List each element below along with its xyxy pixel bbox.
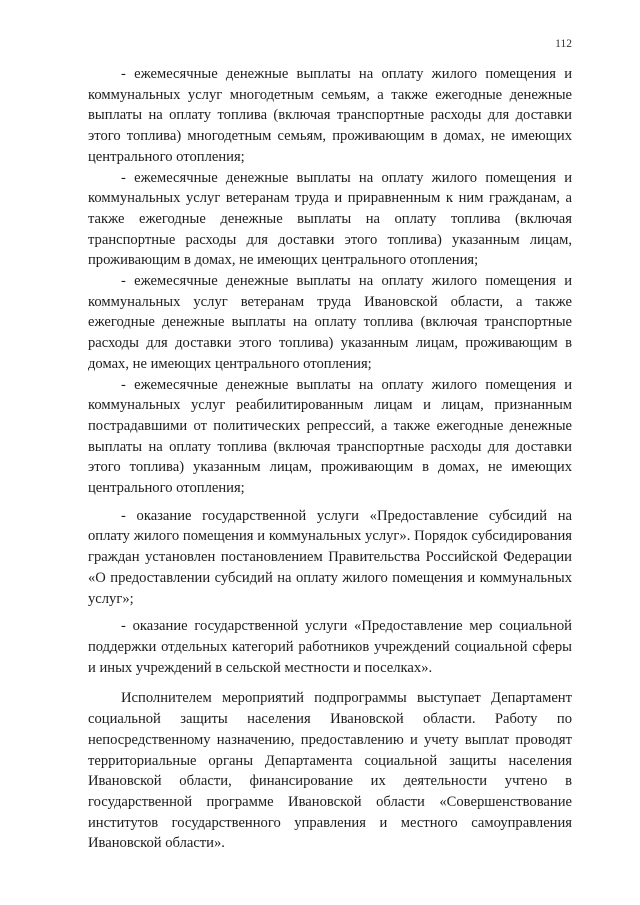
paragraph-housing-subsidies: - оказание государственной услуги «Предоставление субсидий на оплату жилого помещения и коммунальных услуг». Порядок субсидирования граждан установлен постановлением Правительства Российской Федерации «О предоставлении субсидий на оплату жилого помещения и коммунальных услуг»; <box>88 507 572 607</box>
page-number: 112 <box>555 38 572 50</box>
paragraph-rehabilitated-persons: - ежемесячные денежные выплаты на оплату жилого помещения и коммунальных услуг реабилитированным лицам и лицам, признанным пострадавшими от политических репрессий, а также ежегодные денежные выплаты на оплату топлива (включая транспортные расходы для доставки этого топлива) указанным лицам, проживающим в домах, не имеющих центрального отопления; <box>88 376 572 497</box>
paragraph-large-families: - ежемесячные денежные выплаты на оплату жилого помещения и коммунальных услуг многодетным семьям, а также ежегодные денежные выплаты на оплату топлива (включая транспортные расходы для доставки этого топлива) многодетным семьям, проживающим в домах, не имеющих центрального отопления; <box>88 66 572 165</box>
document-body <box>88 64 572 854</box>
paragraph-labor-veterans: - ежемесячные денежные выплаты на оплату жилого помещения и коммунальных услуг ветеранам труда и приравненным к ним гражданам, а также ежегодные денежные выплаты на оплату топлива (включая транспортные расходы для доставки этого топлива) указанным лицам, проживающим в домах, не имеющих центрального отопления; <box>88 169 572 269</box>
paragraph-ivanovo-labor-veterans: - ежемесячные денежные выплаты на оплату жилого помещения и коммунальных услуг ветеранам труда Ивановской области, а также ежегодные денежные выплаты на оплату топлива (включая транспортные расходы для доставки этого топлива) указанным лицам, проживающим в домах, не имеющих центрального отопления; <box>88 273 572 372</box>
paragraph-program-executor: Исполнителем мероприятий подпрограммы выступает Департамент социальной защиты населения Ивановской области. Работу по непосредственному назначению, предоставлению и учету выплат проводят территориальные органы Департамента социальной защиты населения Ивановской области, финансирование их деятельности учтено в государственной программе Ивановской области «Совершенствование институтов государственного управления и местного самоуправления Ивановской области». <box>88 690 572 852</box>
paragraph-rural-workers-support: - оказание государственной услуги «Предоставление мер социальной поддержки отдельных категорий работников учреждений социальной сферы и иных учреждений в сельской местности и поселках». <box>88 618 572 676</box>
